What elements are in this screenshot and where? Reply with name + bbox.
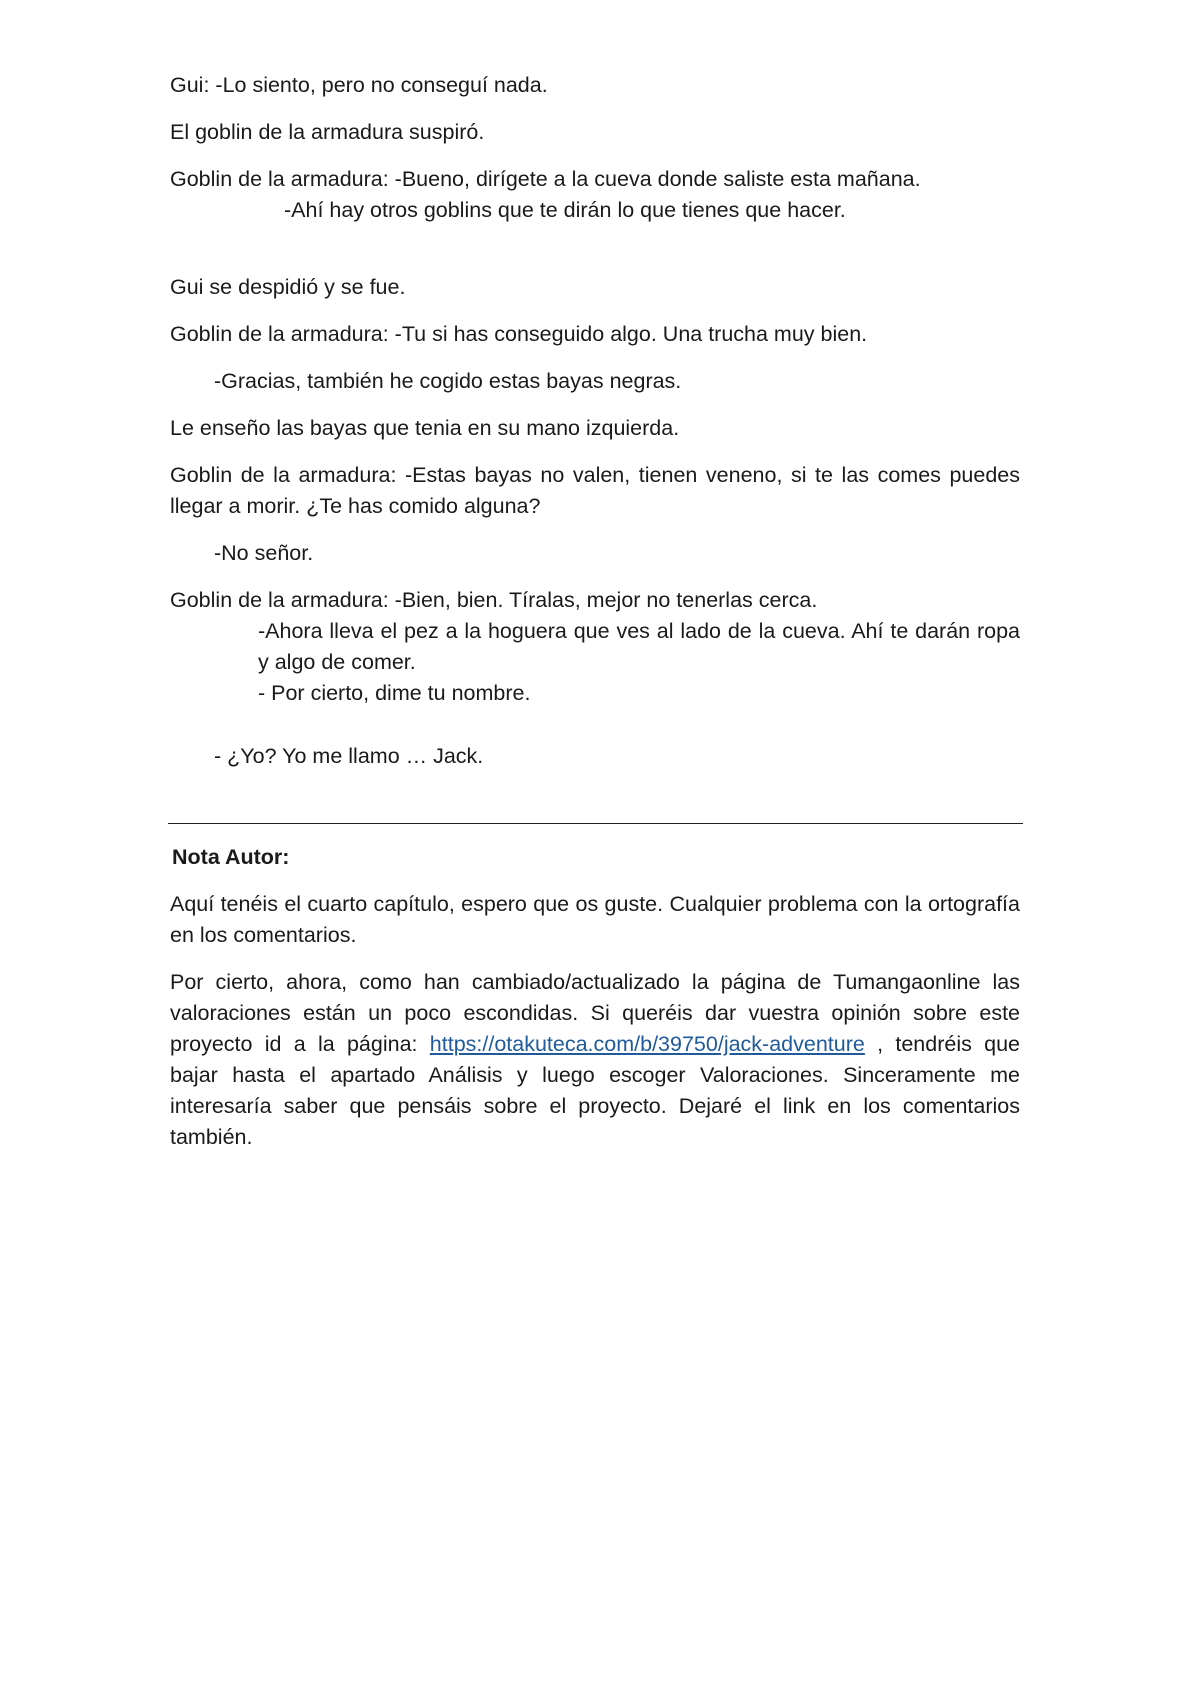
author-note xyxy=(170,842,1020,1169)
story-paragraph: -Ahí hay otros goblins que te dirán lo que tienes que hacer. xyxy=(284,198,846,222)
author-note-text: Por cierto, ahora, como han cambiado/actualizado la página de Tumangaonline las valoraciones están un poco escondidas. Si queréis dar vuestra opinión sobre este proyecto id a la página: xyxy=(170,970,1020,1056)
author-note-title: Nota Autor: xyxy=(172,845,290,869)
author-note-paragraph xyxy=(170,967,1020,1153)
story-paragraph: Gui se despidió y se fue. xyxy=(170,275,406,299)
project-link[interactable]: https://otakuteca.com/b/39750/jack-adventure xyxy=(429,1032,865,1056)
story-paragraph: -No señor. xyxy=(214,541,314,565)
story-paragraph: - Por cierto, dime tu nombre. xyxy=(258,681,531,705)
author-note-paragraph: Aquí tenéis el cuarto capítulo, espero que os guste. Cualquier problema con la ortografía en los comentarios. xyxy=(170,892,1020,947)
story-paragraph: Goblin de la armadura: -Bien, bien. Tíralas, mejor no tenerlas cerca. xyxy=(170,588,818,612)
story-paragraph: -Gracias, también he cogido estas bayas negras. xyxy=(214,369,682,393)
author-note-text: , tendréis que bajar hasta el apartado Análisis y luego escoger Valoraciones. Sinceramente me interesaría saber que pensáis sobre el proyecto. Dejaré el link en los comentarios también. xyxy=(170,1032,1020,1149)
story-paragraph: Goblin de la armadura: -Tu si has conseguido algo. Una trucha muy bien. xyxy=(170,322,868,346)
story-paragraph: Gui: -Lo siento, pero no conseguí nada. xyxy=(170,73,548,97)
story-paragraph: Goblin de la armadura: -Estas bayas no valen, tienen veneno, si te las comes puedes llegar a morir. ¿Te has comido alguna? xyxy=(170,463,1020,518)
story-paragraph: El goblin de la armadura suspiró. xyxy=(170,120,485,144)
story-paragraph: Le enseño las bayas que tenia en su mano izquierda. xyxy=(170,416,680,440)
story-paragraph: -Ahora lleva el pez a la hoguera que ves al lado de la cueva. Ahí te darán ropa y algo de comer. xyxy=(258,619,1020,674)
story-paragraph: - ¿Yo? Yo me llamo … Jack. xyxy=(214,744,484,768)
story-paragraph: Goblin de la armadura: -Bueno, dirígete a la cueva donde saliste esta mañana. xyxy=(170,167,921,191)
story-text xyxy=(170,70,1020,788)
section-divider xyxy=(168,823,1023,824)
